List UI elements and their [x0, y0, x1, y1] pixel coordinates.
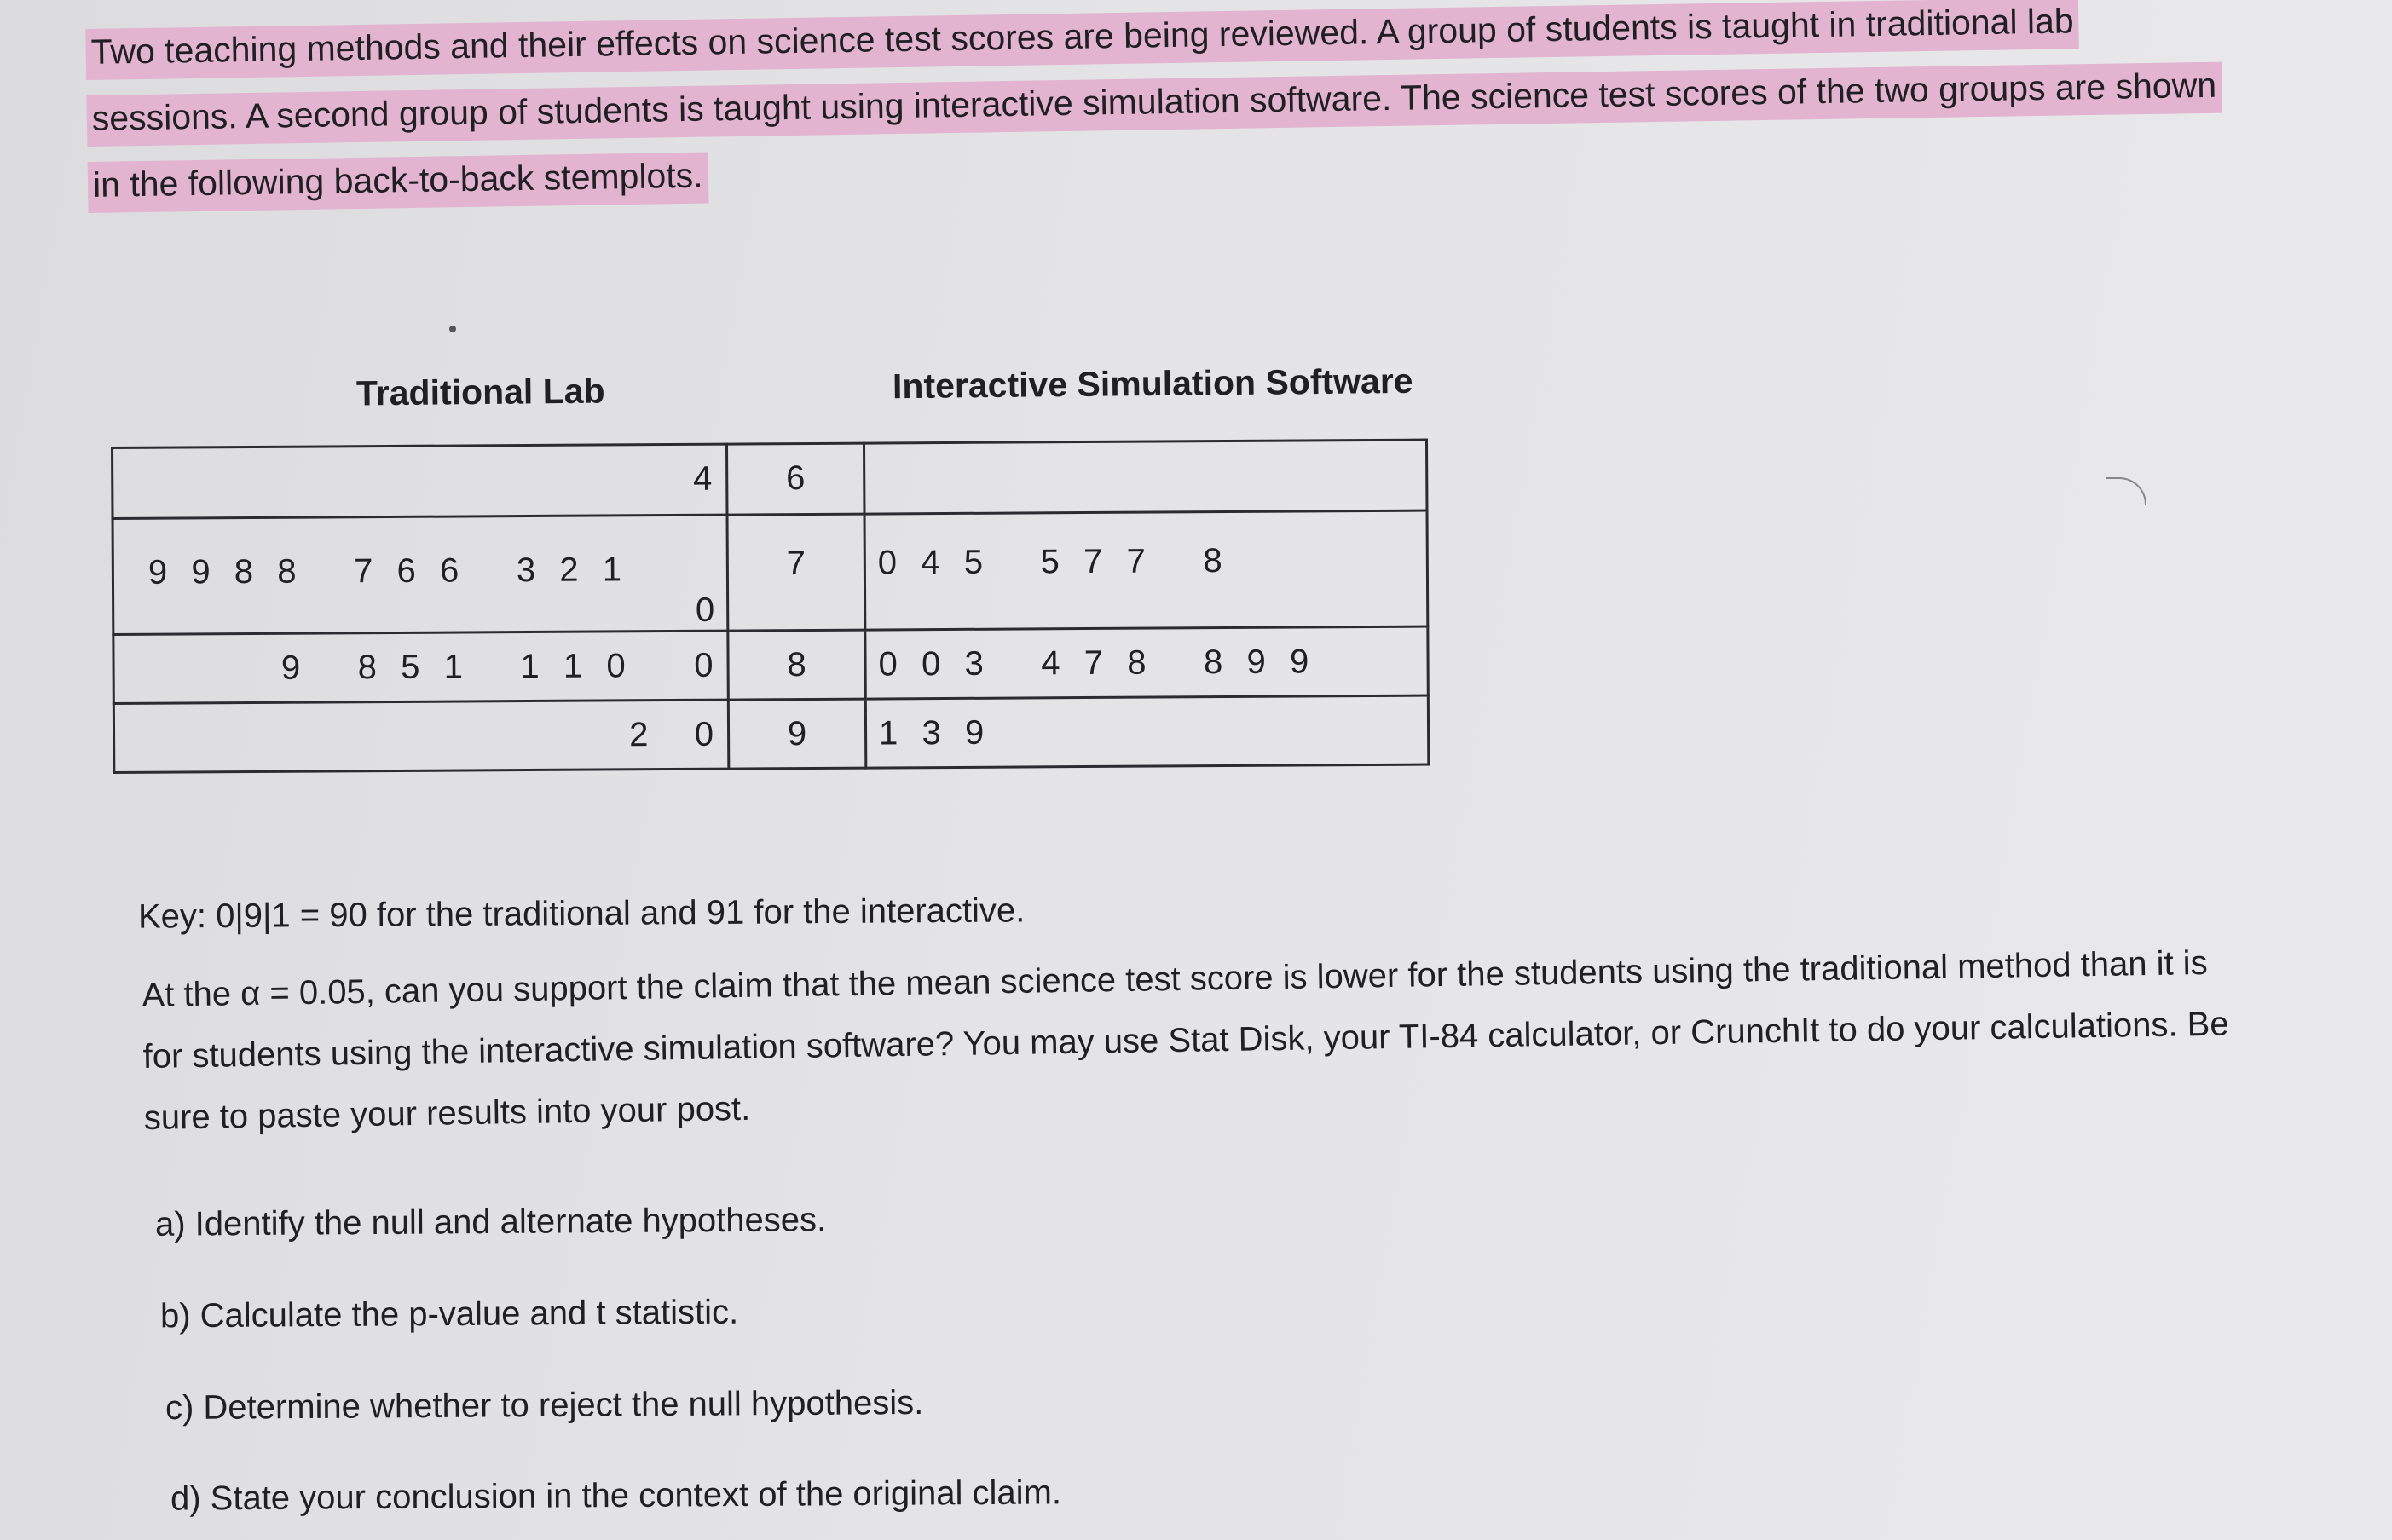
traditional-leaf-values: 9 9 8 8 7 6 6 3 2 1: [147, 551, 624, 591]
stemplot-key: Key: 0|9|1 = 90 for the traditional and 91 for the interactive.: [137, 891, 1026, 936]
traditional-leaf-values: 4: [692, 460, 714, 499]
interactive-leaf-values: 0 0 3 4 7 8 8 9 9: [878, 643, 1311, 683]
traditional-leaf-values: 2 0: [628, 715, 716, 753]
stem-cell: [727, 514, 865, 632]
traditional-lab-title: Traditional Lab: [355, 371, 605, 413]
interactive-leaves: [864, 510, 1428, 631]
interactive-leaf-values: 1 3 9: [878, 713, 986, 753]
intro-paragraph: [85, 0, 2219, 218]
stem-cell: [728, 699, 865, 769]
stem-value: 7: [786, 545, 806, 583]
part-d-instruction: d) State your conclusion in the context of the original claim.: [170, 1474, 1062, 1518]
interactive-leaves: [864, 440, 1426, 514]
part-a-instruction: a) Identify the null and alternate hypotheses.: [154, 1201, 827, 1243]
stem-value: 6: [785, 459, 806, 498]
pen-mark: [2106, 477, 2146, 505]
stem-value: 9: [787, 714, 807, 753]
stem-value: 8: [787, 645, 806, 684]
stem-cell: [726, 443, 864, 515]
stemplot-row-6: [113, 440, 1427, 518]
question-paragraph: At the α = 0.05, can you support the claim that the mean science test score is lower for the students using the traditional method than it is for students using the interactive simulation software? You may use Stat Disk, your TI-84 calculator, or CrunchIt to do your calculations. Be sure to paste your results into your post.: [142, 943, 2229, 1137]
stemplot-row-9: [113, 695, 1428, 772]
intro-highlighted-text: Two teaching methods and their effects on science test scores are being reviewed. A group of students is taught in traditional lab sessions. A second group of students is taught using interactive simulation software. The science test scores of the two groups are shown in the following back-to-back stemplots.: [85, 0, 2222, 213]
part-c-instruction: c) Determine whether to reject the null hypothesis.: [165, 1383, 924, 1428]
interactive-software-title: Interactive Simulation Software: [892, 360, 1413, 407]
back-to-back-stemplot: [111, 439, 1430, 774]
traditional-leaf-extra: 0: [695, 591, 715, 629]
stray-dot: [449, 326, 456, 332]
traditional-leaves: [113, 444, 727, 518]
traditional-leaves: [113, 515, 728, 635]
interactive-leaves: [865, 627, 1428, 700]
stemplot-table: [111, 439, 1430, 774]
stemplot-row-7: [113, 510, 1428, 635]
part-b-instruction: b) Calculate the p-value and t statistic.: [159, 1293, 739, 1335]
stemplot-row-8: [113, 627, 1428, 704]
traditional-leaves: [113, 632, 728, 704]
traditional-leaves: [113, 700, 728, 772]
interactive-leaves: [865, 695, 1428, 768]
interactive-leaf-values: 0 4 5 5 7 7 8: [877, 542, 1224, 582]
traditional-leaf-values: 9 8 5 1 1 1 0 0: [280, 646, 715, 687]
stem-cell: [728, 631, 865, 701]
